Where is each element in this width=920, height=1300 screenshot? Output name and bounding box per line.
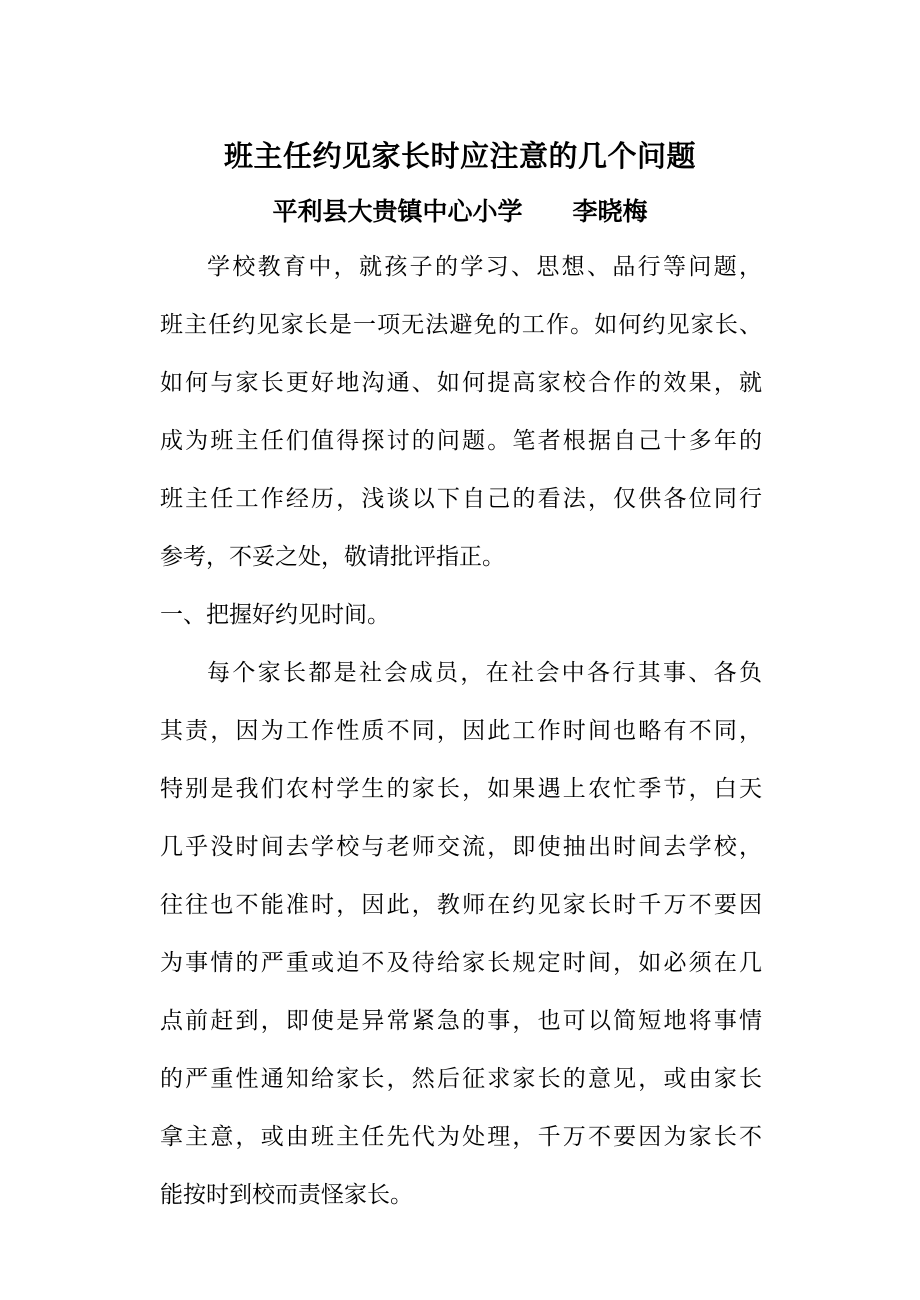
paragraph-line: 每个家长都是社会成员，在社会中各行其事、各负 [207, 660, 762, 686]
byline-author: 李晓梅 [572, 197, 648, 226]
paragraph-line: 参考，不妥之处，敬请批评指正。 [160, 544, 505, 570]
paragraph-line: 往往也不能准时，因此，教师在约见家长时千万不要因 [160, 892, 762, 918]
paragraph-line: 的严重性通知给家长，然后征求家长的意见，或由家长 [160, 1066, 762, 1092]
paragraph-line: 班主任约见家长是一项无法避免的工作。如何约见家长、 [160, 312, 762, 338]
paragraph-line: 其责，因为工作性质不同，因此工作时间也略有不同， [160, 718, 762, 744]
document-body [160, 238, 762, 1224]
paragraph-line: 学校教育中，就孩子的学习、思想、品行等问题， [207, 254, 762, 280]
byline-organization: 平利县大贵镇中心小学 [272, 197, 523, 226]
byline [0, 192, 920, 232]
section-heading: 一、把握好约见时间。 [160, 602, 390, 628]
document-title: 班主任约见家长时应注意的几个问题 [223, 139, 696, 173]
paragraph-line: 拿主意，或由班主任先代为处理，千万不要因为家长不 [160, 1124, 762, 1150]
paragraph-line: 如何与家长更好地沟通、如何提高家校合作的效果，就 [160, 370, 762, 396]
paragraph-line: 几乎没时间去学校与老师交流，即使抽出时间去学校， [160, 834, 762, 860]
paragraph-line: 点前赶到，即使是异常紧急的事，也可以简短地将事情 [160, 1008, 762, 1034]
paragraph-line: 特别是我们农村学生的家长，如果遇上农忙季节，白天 [160, 776, 762, 802]
paragraph-line: 班主任工作经历，浅谈以下自己的看法，仅供各位同行 [160, 486, 762, 512]
paragraph-line: 能按时到校而责怪家长。 [160, 1182, 413, 1208]
paragraph-line: 为事情的严重或迫不及待给家长规定时间，如必须在几 [160, 950, 762, 976]
paragraph-line: 成为班主任们值得探讨的问题。笔者根据自己十多年的 [160, 428, 762, 454]
